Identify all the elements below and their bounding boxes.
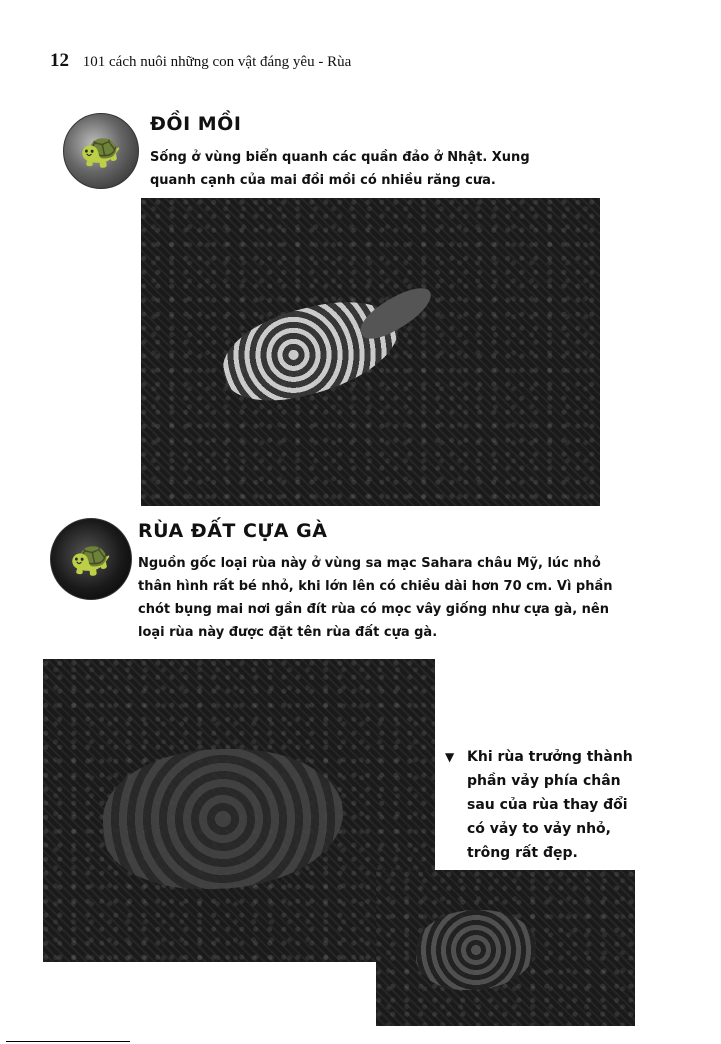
tortoise-shell-shape — [103, 749, 343, 889]
body-line: Sống ở vùng biển quanh các quần đảo ở Nhật. Xung — [150, 150, 530, 165]
turtle-glyph: 🐢 — [79, 131, 123, 171]
caption-line: sau của rùa thay đổi — [467, 797, 628, 813]
section-title-doi-moi: ĐỒI MỒI — [150, 113, 242, 135]
tortoise-icon — [50, 518, 132, 600]
body-line: chót bụng mai nơi gần đít rùa có mọc vây giống như cựa gà, nên — [138, 602, 609, 617]
caption-line: phần vảy phía chân — [467, 773, 621, 789]
page-number: 12 — [50, 50, 69, 71]
caption-line: có vảy to vảy nhỏ, — [467, 821, 611, 837]
running-title: 101 cách nuôi những con vật đáng yêu - Rùa — [82, 54, 352, 70]
tortoise-photo-2 — [376, 870, 635, 1026]
caption-line: trông rất đẹp. — [467, 845, 578, 861]
hawksbill-photo — [141, 198, 600, 506]
running-header — [50, 50, 351, 72]
footer-divider — [6, 1041, 130, 1042]
caption-line: Khi rùa trưởng thành — [467, 749, 633, 765]
tortoise-leg-shape — [416, 910, 536, 990]
section-body-doi-moi — [150, 146, 600, 192]
body-line: loại rùa này được đặt tên rùa đất cựa gà. — [138, 625, 438, 640]
hawksbill-turtle-icon — [63, 113, 139, 189]
section-title-rua-dat-cua-ga: RÙA ĐẤT CỰA GÀ — [138, 520, 328, 542]
section-body-rua-dat-cua-ga — [138, 552, 658, 644]
body-line: quanh cạnh của mai đồi mồi có nhiều răng cưa. — [150, 173, 496, 188]
caret-down-icon: ▼ — [445, 750, 455, 764]
photo-caption — [445, 745, 647, 865]
tortoise-glyph: 🐢 — [69, 539, 113, 579]
body-line: Nguồn gốc loại rùa này ở vùng sa mạc Sahara châu Mỹ, lúc nhỏ — [138, 556, 601, 571]
body-line: thân hình rất bé nhỏ, khi lớn lên có chiều dài hơn 70 cm. Vì phần — [138, 579, 613, 594]
